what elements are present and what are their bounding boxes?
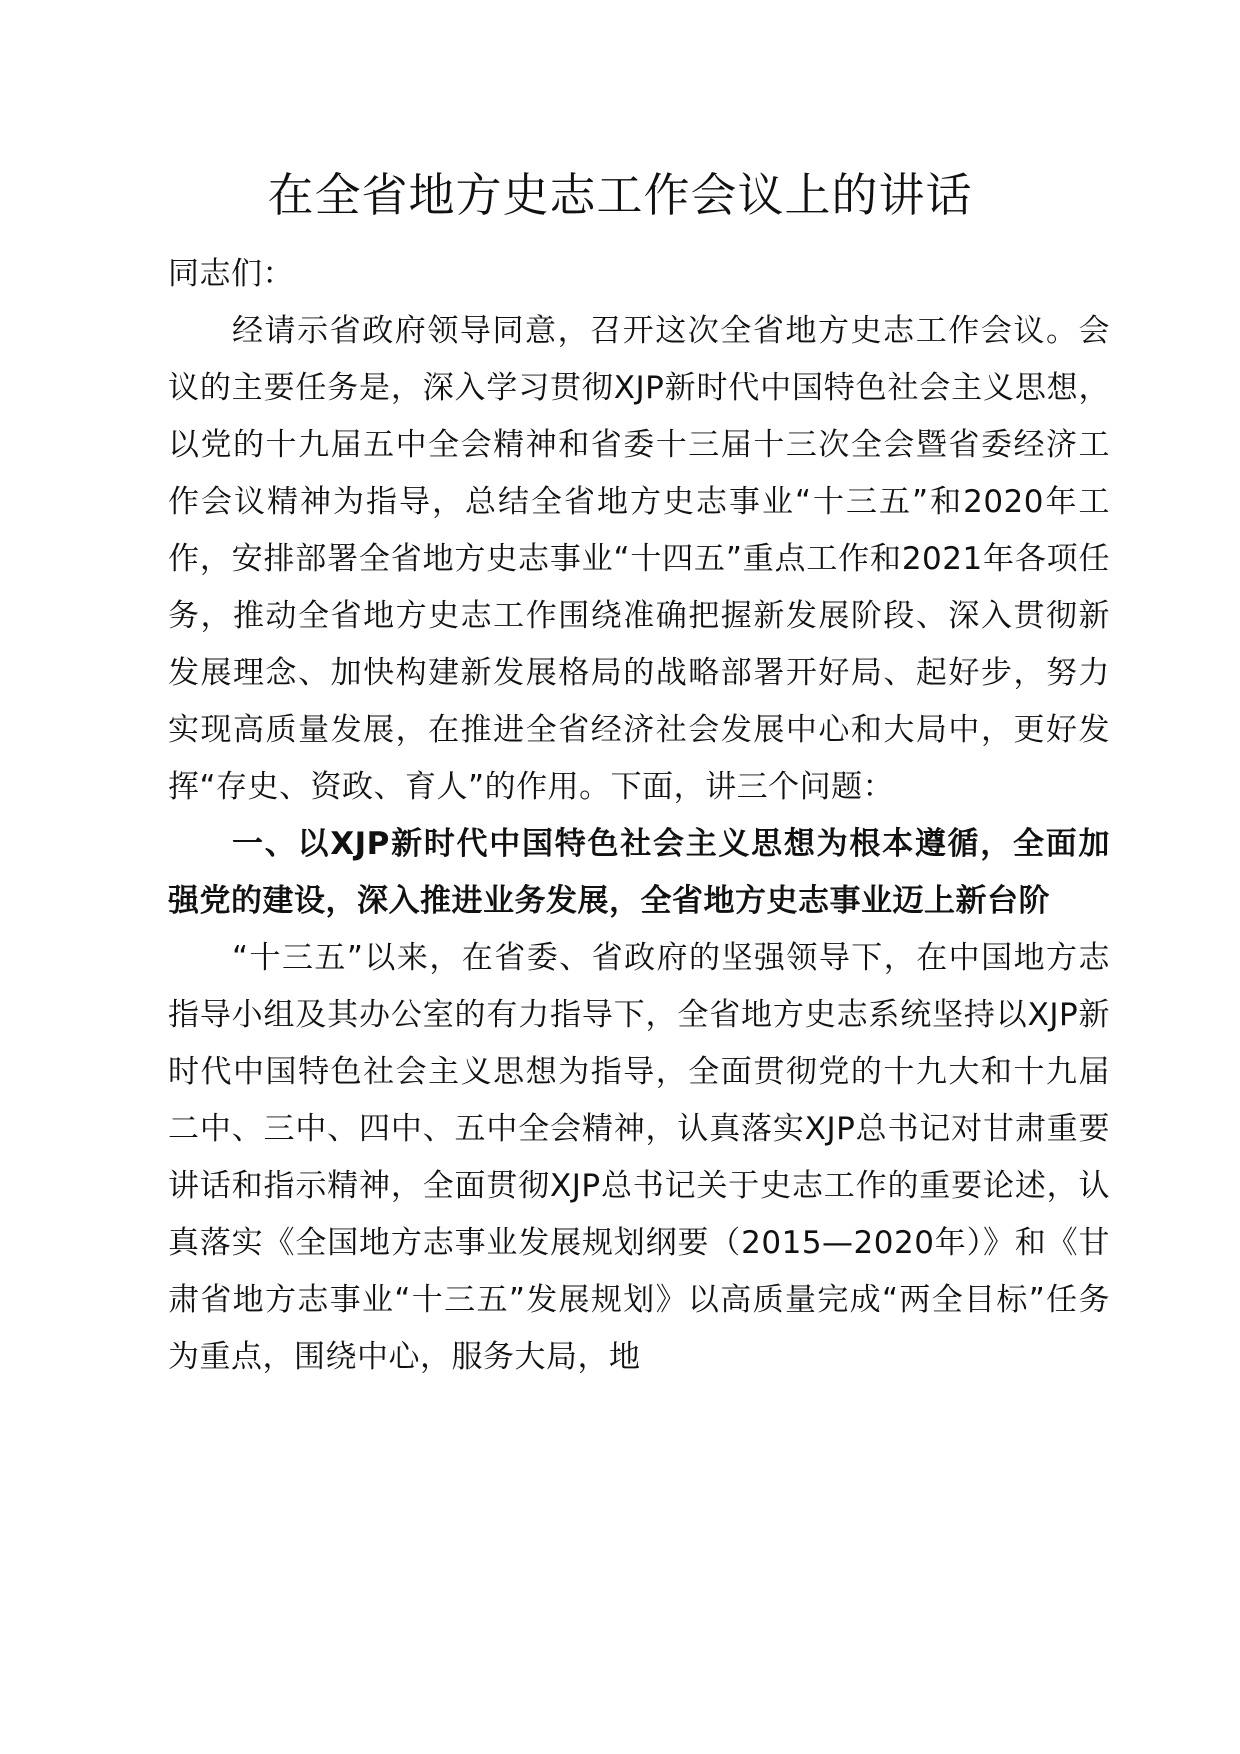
document-body — [168, 246, 1110, 1386]
section-heading-one: 一、以XJP新时代中国特色社会主义思想为根本遵循，全面加强党的建设，深入推进业务发展，全省地方史志事业迈上新台阶 — [168, 826, 1110, 919]
salutation: 同志们： — [168, 256, 294, 292]
paragraph-opening: 经请示省政府领导同意，召开这次全省地方史志工作会议。会议的主要任务是，深入学习贯彻XJP新时代中国特色社会主义思想，以党的十九届五中全会精神和省委十三届十三次全会暨省委经济工作会议精神为指导，总结全省地方史志事业“十三五”和2020年工作，安排部署全省地方史志事业“十四五”重点工作和2021年各项任务，推动全省地方史志工作围绕准确把握新发展阶段、深入贯彻新发展理念、加快构建新发展格局的战略部署开好局、起好步，努力实现高质量发展，在推进全省经济社会发展中心和大局中，更好发挥“存史、资政、育人”的作用。下面，讲三个问题： — [168, 313, 1110, 805]
paragraph-review: “十三五”以来，在省委、省政府的坚强领导下，在中国地方志指导小组及其办公室的有力指导下，全省地方史志系统坚持以XJP新时代中国特色社会主义思想为指导，全面贯彻党的十九大和十九届二中、三中、四中、五中全会精神，认真落实XJP总书记对甘肃重要讲话和指示精神，全面贯彻XJP总书记关于史志工作的重要论述，认真落实《全国地方志事业发展规划纲要（2015—2020年）》和《甘肃省地方志事业“十三五”发展规划》以高质量完成“两全目标”任务为重点，围绕中心，服务大局，地 — [168, 940, 1110, 1375]
document-title: 在全省地方史志工作会议上的讲话 — [267, 168, 973, 222]
